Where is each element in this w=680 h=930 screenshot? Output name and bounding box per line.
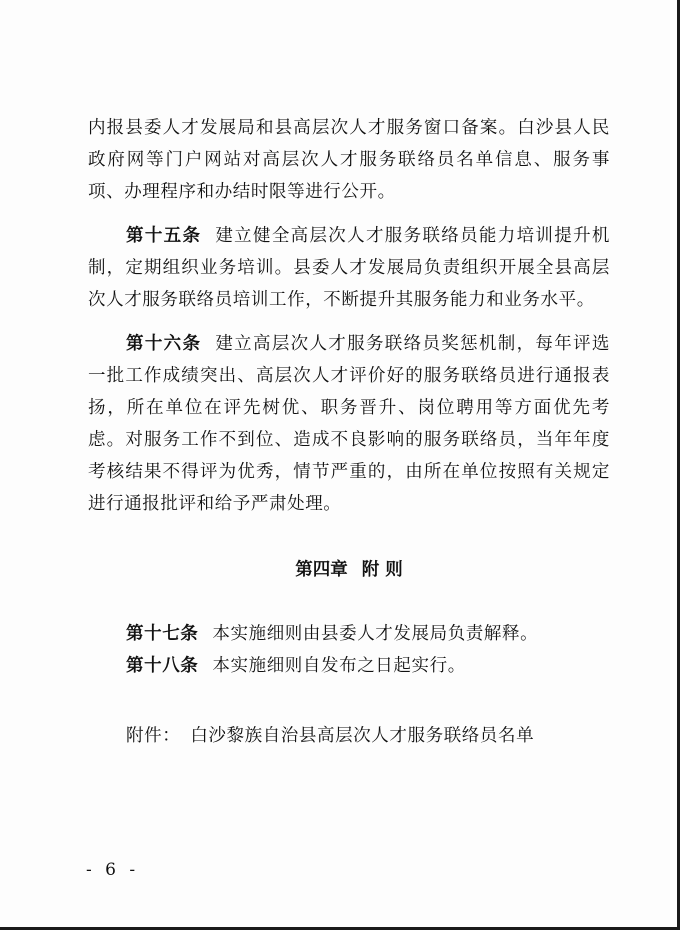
article-number: 第十六条	[126, 334, 202, 354]
attachment-text: 白沙黎族自治县高层次人才服务联络员名单	[190, 726, 535, 746]
paragraph-continuation	[88, 112, 610, 208]
chapter-number: 第四章	[295, 560, 348, 580]
chapter-heading	[88, 554, 610, 586]
chapter-title: 附 则	[361, 560, 403, 580]
article-number: 第十五条	[126, 226, 202, 246]
article-17	[88, 618, 610, 650]
article-text: 本实施细则由县委人才发展局负责解释。	[212, 624, 539, 644]
attachment-line	[88, 720, 610, 752]
article-18	[88, 650, 610, 682]
attachment-label: 附件：	[126, 726, 181, 746]
article-text: 建立高层次人才服务联络员奖惩机制，每年评选一批工作成绩突出、高层次人才评价好的服务联络员进行通报表扬，所在单位在评先树优、职务晋升、岗位聘用等方面优先考虑。对服务工作不到位、造成不良影响的服务联络员，当年年度考核结果不得评为优秀，情节严重的，由所在单位按照有关规定进行通报批评和给予严肃处理。	[88, 334, 610, 514]
paragraph-text: 内报县委人才发展局和县高层次人才服务窗口备案。白沙县人民政府网等门户网站对高层次人才服务联络员名单信息、服务事项、办理程序和办结时限等进行公开。	[88, 118, 610, 202]
document-body	[88, 112, 610, 770]
article-text: 建立健全高层次人才服务联络员能力培训提升机制，定期组织业务培训。县委人才发展局负责组织开展全县高层次人才服务联络员培训工作，不断提升其服务能力和业务水平。	[88, 226, 610, 310]
article-number: 第十七条	[126, 624, 199, 644]
page-number: - 6 -	[86, 860, 140, 880]
article-number: 第十八条	[126, 656, 199, 676]
article-15	[88, 220, 610, 316]
article-16	[88, 328, 610, 520]
article-text: 本实施细则自发布之日起实行。	[212, 656, 466, 676]
